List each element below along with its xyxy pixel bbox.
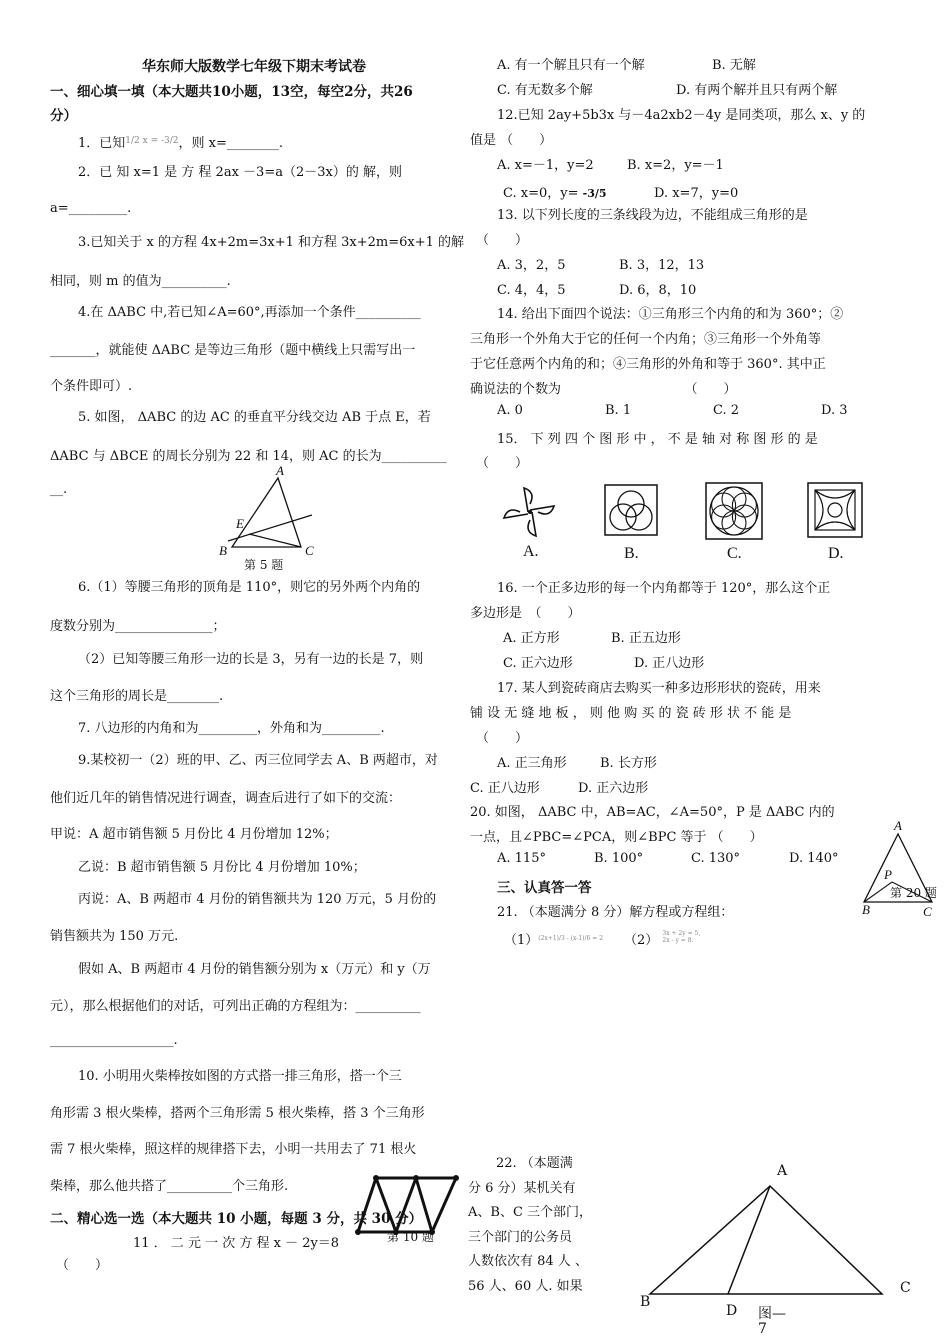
figure-20-label-b: B xyxy=(862,902,870,917)
question-21: 21. （本题满分 8 分）解方程或方程组： xyxy=(497,905,734,920)
question-17-option-d: D. 正六边形 xyxy=(578,781,649,796)
question-20-option-d: D. 140° xyxy=(789,851,839,866)
section1-heading: 一、细心填一填（本大题共10小题，13空，每空2分，共26 xyxy=(50,84,413,100)
question-14-line3: 于它任意两个内角的和；④三角形的外角和等于 360°. 其中正 xyxy=(470,357,826,372)
question-12-line1: 12.已知 2ay+5b3x 与－4a2xb2－4y 是同类项，那么 x、y 的 xyxy=(497,108,866,123)
question-10-line3: 需 7 根火柴棒，照这样的规律搭下去，小明一共用去了 71 根火 xyxy=(50,1142,417,1157)
question-4-line3: 个条件即可）. xyxy=(50,379,133,394)
question-10-line2: 角形需 3 根火柴棒，搭两个三角形需 5 根火柴棒，搭 3 个三角形 xyxy=(50,1106,425,1121)
question-17-option-b: B. 长方形 xyxy=(600,756,657,771)
question-20-line2: 一点，且∠PBC=∠PCA，则∠BPC 等于 （ ） xyxy=(470,830,763,845)
question-16-line2: 多边形是 （ ） xyxy=(470,606,581,621)
question-15-line1: 15． 下 列 四 个 图 形 中 ， 不 是 轴 对 称 图 形 的 是 xyxy=(497,432,818,447)
question-22-line2: 分 6 分）某机关有 xyxy=(468,1181,576,1196)
question-13-line1: 13. 以下列长度的三条线段为边，不能组成三角形的是 xyxy=(497,208,808,223)
question-6-line2: 度数分别为_______________； xyxy=(50,619,226,634)
figure-5-label-e: E xyxy=(236,516,244,531)
question-12-line2: 值是 （ ） xyxy=(470,133,553,148)
question-17-line1: 17. 某人到瓷砖商店去购买一种多边形形状的瓷砖，用来 xyxy=(497,681,821,696)
question-3-line1: 3.已知关于 x 的方程 4x+2m=3x+1 和方程 3x+2m=6x+1 的解 xyxy=(78,235,465,250)
question-20-option-b: B. 100° xyxy=(594,851,644,866)
question-21-part-2 xyxy=(624,929,700,948)
question-12-option-b: B. x=2，y=－1 xyxy=(627,158,724,173)
question-16-option-a: A. 正方形 xyxy=(503,631,560,646)
question-2-line1: 2．已 知 x=1 是 方 程 2ax －3=a（2－3x）的 解，则 xyxy=(78,165,402,180)
question-14-option-d: D. 3 xyxy=(821,403,848,418)
question-14-option-b: B. 1 xyxy=(605,403,632,418)
question-9-line5: 丙说：A、B 两超市 4 月份的销售额共为 120 万元，5 月份的 xyxy=(78,892,437,907)
question-15-label-d: D. xyxy=(828,545,844,562)
question-14-option-a: A. 0 xyxy=(497,403,523,418)
question-12-option-c-text: C. x=0，y= xyxy=(503,186,579,201)
question-17-option-a: A. 正三角形 xyxy=(497,756,567,771)
question-16-option-c: C. 正六边形 xyxy=(503,656,573,671)
question-15-figure-c xyxy=(705,482,763,540)
question-13-option-d: D. 6，8，10 xyxy=(619,283,697,298)
question-9-line7: 假如 A、B 两超市 4 月份的销售额分别为 x（万元）和 y（万 xyxy=(78,962,431,977)
question-14-line1: 14. 给出下面四个说法：①三角形三个内角的和为 360°；② xyxy=(497,307,844,322)
question-17-line2: 铺 设 无 缝 地 板 ， 则 他 购 买 的 瓷 砖 形 状 不 能 是 xyxy=(470,706,792,721)
question-22-line4: 三个部门的公务员 xyxy=(468,1230,573,1245)
question-21-part-1 xyxy=(504,929,603,948)
question-3-line2: 相同，则 m 的值为__________. xyxy=(50,274,231,289)
question-12-option-d: D. x=7，y=0 xyxy=(654,186,739,201)
question-15-label-c: C. xyxy=(727,545,742,562)
question-11-option-d: D. 有两个解并且只有两个解 xyxy=(676,83,838,98)
figure-20-label-c: C xyxy=(923,904,932,919)
question-22-line6: 56 人、60 人. 如果 xyxy=(468,1279,583,1294)
question-20-option-a: A. 115° xyxy=(497,851,546,866)
figure-10-caption: 第 10 题 xyxy=(387,1230,434,1244)
question-6-line1: 6.（1）等腰三角形的顶角是 110°，则它的另外两个内角的 xyxy=(78,580,421,595)
question-5-line3: __. xyxy=(50,482,68,497)
question-22-line3: A、B、C 三个部门， xyxy=(468,1205,593,1220)
question-11-line2: （ ） xyxy=(56,1258,109,1273)
figure-5-label-b: B xyxy=(219,543,227,558)
question-1 xyxy=(78,132,283,151)
section1-heading-cont: 分） xyxy=(50,108,77,124)
question-10-line1: 10. 小明用火柴棒按如图的方式搭一排三角形，搭一个三 xyxy=(78,1069,402,1084)
figure-7-label-b: B xyxy=(640,1294,651,1310)
question-15-figure-d xyxy=(807,482,863,538)
question-5-line1: 5. 如图， ΔABC 的边 AC 的垂直平分线交边 AB 于点 E，若 xyxy=(78,410,431,425)
question-15-label-a: A. xyxy=(523,543,539,560)
question-16-option-b: B. 正五边形 xyxy=(611,631,681,646)
question-12-option-a: A. x=－1，y=2 xyxy=(497,158,594,173)
question-9-line6: 销售额共为 150 万元. xyxy=(50,929,179,944)
question-11-option-a: A. 有一个解且只有一个解 xyxy=(497,58,645,73)
question-1-end: ，则 x=________. xyxy=(178,136,283,151)
question-16-line1: 16. 一个正多边形的每一个内角都等于 120°，那么这个正 xyxy=(497,581,831,596)
question-2-line2: a=_________. xyxy=(50,201,132,216)
question-4-line1: 4.在 ΔABC 中,若已知∠A=60°,再添加一个条件__________ xyxy=(78,305,421,320)
question-9-line4: 乙说：B 超市销售额 5 月份比 4 月份增加 10%； xyxy=(78,860,366,875)
question-13-option-c: C. 4，4，5 xyxy=(497,283,566,298)
question-13-line2: （ ） xyxy=(476,233,529,248)
question-15-figure-b xyxy=(604,484,658,538)
figure-20-label-p: P xyxy=(884,867,892,882)
figure-7-label-a: A xyxy=(777,1163,788,1179)
question-9-line2: 他们近几年的销售情况进行调查，调查后进行了如下的交流： xyxy=(50,791,402,806)
figure-5-caption: 第 5 题 xyxy=(244,558,284,572)
question-5-line2: ΔABC 与 ΔBCE 的周长分别为 22 和 14，则 AC 的长为__________ xyxy=(50,449,447,464)
question-21-part-2-equation-2: 2x - y = 8. xyxy=(662,937,694,944)
figure-5-label-a: A xyxy=(276,463,284,478)
question-15-line2: （ ） xyxy=(476,456,529,471)
figure-20-caption: 第 20 题 xyxy=(890,886,937,900)
question-9-line3: 甲说：A 超市销售额 5 月份比 4 月份增加 12%； xyxy=(50,827,338,842)
question-11-line1: 11 ． 二 元 一 次 方 程 x － 2y＝8 xyxy=(133,1236,340,1251)
question-9-line8: 元），那么根据他们的对话，可列出正确的方程组为：__________ xyxy=(50,999,421,1014)
question-16-option-d: D. 正八边形 xyxy=(634,656,705,671)
question-12-option-c-fraction: -3/5 xyxy=(582,187,607,200)
page-title: 华东师大版数学七年级下期末考试卷 xyxy=(142,59,366,75)
question-13-option-b: B. 3，12，13 xyxy=(619,258,705,273)
question-20-line1: 20. 如图， ΔABC 中，AB=AC，∠A=50°，P 是 ΔABC 内的 xyxy=(470,805,835,820)
question-1-text: 1．已知 xyxy=(78,136,126,151)
section3-heading: 三、认真答一答 xyxy=(497,880,592,896)
question-15-label-b: B. xyxy=(624,545,639,562)
question-9-line9: ___________________. xyxy=(50,1033,178,1048)
question-7: 7. 八边形的内角和为_________，外角和为_________. xyxy=(78,721,385,736)
question-22-line5: 人数依次有 84 人 、 xyxy=(468,1254,588,1269)
figure-7-caption-1: 图— xyxy=(758,1306,786,1322)
question-12-option-c xyxy=(503,182,607,201)
question-17-option-c: C. 正八边形 xyxy=(470,781,540,796)
question-4-line2: _______，就能使 ΔABC 是等边三角形（题中横线上只需写出一 xyxy=(50,343,416,358)
question-1-formula: 1/2 x = -3/2 xyxy=(125,136,179,146)
question-21-part-1-equation: (2x+1)/3 - (x-1)/6 = 2 xyxy=(538,935,603,942)
question-10-line4: 柴棒，那么他共搭了__________个三角形. xyxy=(50,1179,289,1194)
figure-7-triangle xyxy=(640,1180,900,1300)
question-11-option-b: B. 无解 xyxy=(712,58,756,73)
question-20-option-c: C. 130° xyxy=(691,851,741,866)
figure-5-label-c: C xyxy=(305,543,314,558)
question-6-line4: 这个三角形的周长是________. xyxy=(50,689,224,704)
question-14-option-c: C. 2 xyxy=(713,403,740,418)
question-13-option-a: A. 3，2，5 xyxy=(497,258,566,273)
figure-7-caption-2: 7 xyxy=(758,1321,767,1337)
question-21-part-1-label: （1） xyxy=(504,933,539,948)
question-9-line1: 9.某校初一（2）班的甲、乙、丙三位同学去 A、B 两超市，对 xyxy=(78,753,438,768)
figure-7-label-d: D xyxy=(726,1303,738,1319)
question-17-line3: （ ） xyxy=(476,731,529,746)
question-21-part-2-label: （2） xyxy=(624,933,659,948)
question-22-line1: 22. （本题满 xyxy=(496,1156,573,1171)
question-21-part-2-equation-1: 3x + 2y = 5, xyxy=(662,930,701,937)
question-14-line2: 三角形一个外角大于它的任何一个内角；③三角形一个外角等 xyxy=(470,332,822,347)
question-14-line4: 确说法的个数为 （ ） xyxy=(470,382,737,397)
figure-7-label-c: C xyxy=(900,1280,911,1296)
question-6-line3: （2）已知等腰三角形一边的长是 3，另有一边的长是 7，则 xyxy=(78,652,424,667)
question-15-figure-a-pinwheel xyxy=(500,482,560,542)
figure-20-label-a: A xyxy=(894,818,902,833)
question-11-option-c: C. 有无数多个解 xyxy=(497,83,593,98)
section2-heading: 二、精心选一选（本大题共 10 小题，每题 3 分，共 30 分） xyxy=(50,1211,423,1227)
